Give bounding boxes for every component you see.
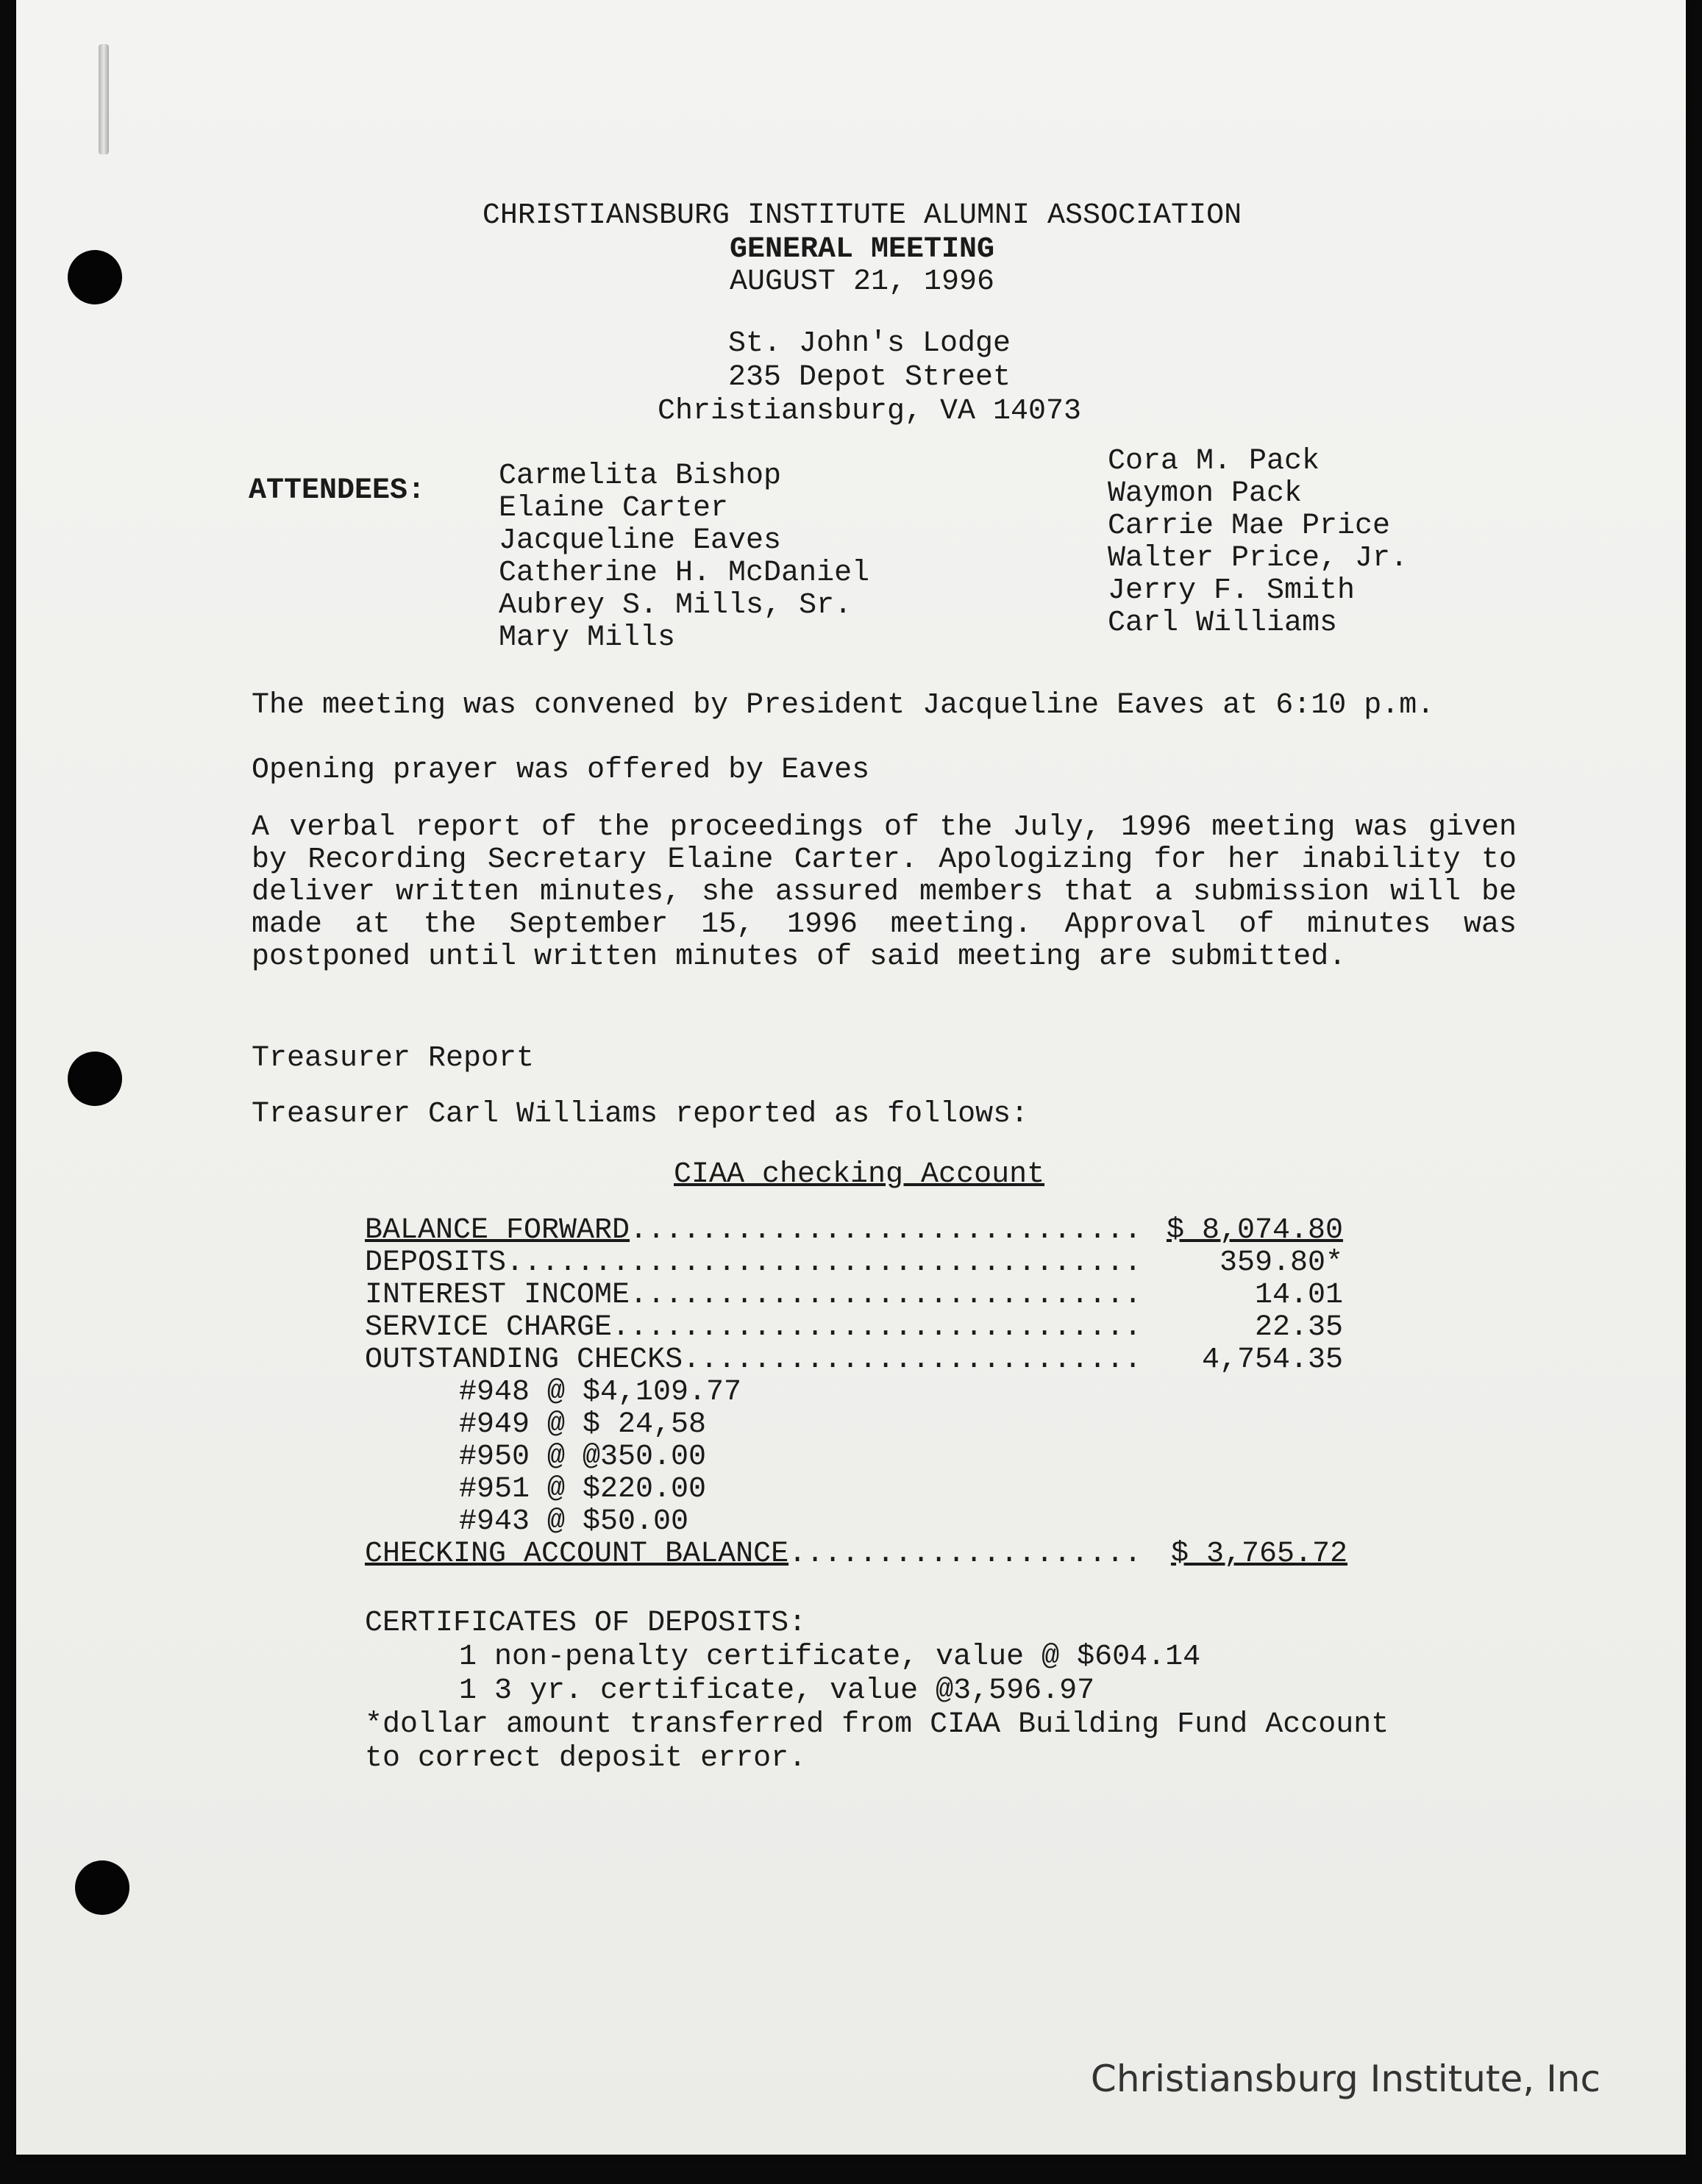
check-line: #948 @ $4,109.77 [459,1376,742,1409]
attendee: Aubrey S. Mills, Sr. [499,589,852,622]
attendee: Cora M. Pack [1108,445,1320,478]
location-name: St. John's Lodge [727,327,1011,360]
row-label: CHECKING ACCOUNT BALANCE [365,1538,789,1571]
check-line: #951 @ $220.00 [459,1473,707,1506]
treasurer-heading: Treasurer Report [252,1042,535,1075]
meeting-title: GENERAL MEETING [729,233,995,266]
minutes-paragraph: A verbal report of the proceedings of the July, 1996 meeting was given by Recording Secretary Elaine Carter. Apologizing for her inability to deliver written minutes, she assured members that a submission will be made at the September 15, 1996 meeting. Approval of minutes was postponed until written minutes of said meeting are submitted. [252,811,1517,974]
attendee: Carmelita Bishop [499,460,782,493]
staple [99,44,109,154]
attendee: Walter Price, Jr. [1108,542,1409,575]
meeting-date: AUGUST 21, 1996 [729,265,995,299]
punch-hole-middle [68,1052,122,1106]
punch-hole-top [68,250,122,304]
attendee: Mary Mills [499,621,676,654]
document-page [16,0,1686,2155]
checking-balance-row [365,1538,1347,1571]
row-label: BALANCE FORWARD [365,1214,630,1247]
treasurer-intro: Treasurer Carl Williams reported as follows: [252,1098,1029,1131]
row-label: DEPOSITS [365,1246,507,1280]
interest-row [365,1280,1343,1312]
attendees-label: ATTENDEES: [249,474,426,507]
footnote: *dollar amount transferred from CIAA Building Fund Account [365,1708,1389,1741]
org-title: CHRISTIANSBURG INSTITUTE ALUMNI ASSOCIATION [482,199,1242,232]
service-row [365,1312,1343,1344]
attendee: Jacqueline Eaves [499,524,782,557]
check-line: #949 @ $ 24,58 [459,1408,707,1441]
convened-line: The meeting was convened by President Jacqueline Eaves at 6:10 p.m. [252,689,1435,722]
certificate-item: 1 non-penalty certificate, value @ $604.14 [459,1641,1201,1674]
row-label: OUTSTANDING CHECKS [365,1343,683,1377]
row-amount: $ 8,074.80 [1166,1214,1343,1247]
attendee: Waymon Pack [1108,477,1303,510]
row-amount: 14.01 [1254,1279,1343,1312]
attendee: Carrie Mae Price [1108,510,1391,543]
check-line: #943 @ $50.00 [459,1505,689,1538]
footnote: to correct deposit error. [365,1742,807,1775]
check-line: #950 @ @350.00 [459,1441,707,1474]
row-amount: $ 3,765.72 [1170,1538,1347,1571]
row-label: SERVICE CHARGE [365,1311,613,1344]
location-city: Christiansburg, VA 14073 [657,395,1082,428]
account-title: CIAA checking Account [674,1158,1045,1191]
attendee: Jerry F. Smith [1108,574,1356,607]
certificate-item: 1 3 yr. certificate, value @3,596.97 [459,1674,1095,1707]
row-amount: 359.80* [1219,1246,1343,1280]
attendee: Catherine H. McDaniel [499,557,870,590]
row-label: INTEREST INCOME [365,1279,630,1312]
balance-forward-row [365,1215,1343,1247]
watermark: Christiansburg Institute, Inc [1090,2058,1600,2100]
row-amount: 22.35 [1254,1311,1343,1344]
location-street: 235 Depot Street [727,361,1011,394]
punch-hole-bottom [75,1860,129,1915]
attendee: Elaine Carter [499,492,729,525]
row-amount: 4,754.35 [1201,1343,1343,1377]
prayer-line: Opening prayer was offered by Eaves [252,754,870,787]
certificates-heading: CERTIFICATES OF DEPOSITS: [365,1607,807,1640]
attendee: Carl Williams [1108,607,1338,640]
outstanding-row [365,1344,1343,1377]
deposits-row [365,1247,1343,1280]
